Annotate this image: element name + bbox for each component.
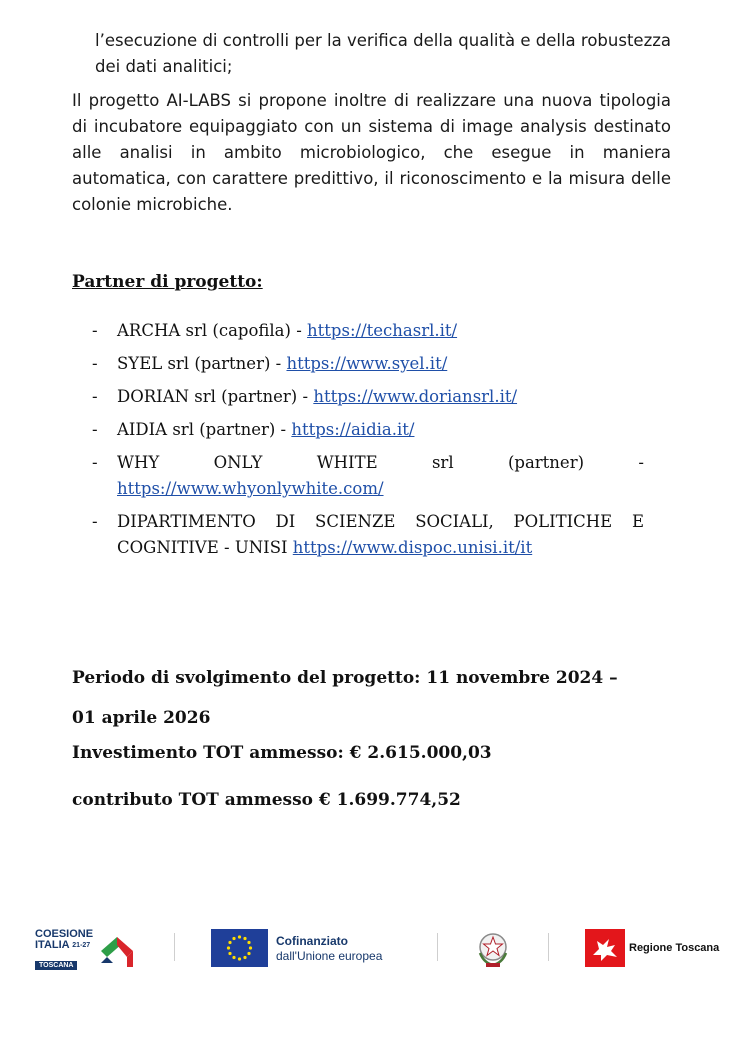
partner-item: - SYEL srl (partner) - https://www.syel.it/ <box>92 354 448 373</box>
partner-item: - DORIAN srl (partner) - https://www.doriansrl.it/ <box>92 387 518 406</box>
partner-link[interactable]: https://www.doriansrl.it/ <box>313 387 518 406</box>
partner-item: - ARCHA srl (capofila) - https://techasrl.it/ <box>92 321 458 340</box>
divider <box>437 933 438 961</box>
partner-item: - WHY ONLY WHITE srl (partner) - https://www.whyonlywhite.com/ <box>92 450 644 502</box>
partner-name: AIDIA srl (partner) - <box>117 420 292 439</box>
paragraph-continuation: l’esecuzione di controlli per la verifica della qualità e della robustezza dei dati analitici; <box>95 31 671 76</box>
eu-cofunded-logo: Cofinanziato dall'Unione europea <box>211 929 411 969</box>
project-period: Periodo di svolgimento del progetto: 11 novembre 2024 – 01 aprile 2026 <box>72 668 618 728</box>
partner-name: ARCHA srl (capofila) - <box>117 321 308 340</box>
partner-link[interactable]: https://www.dispoc.unisi.it/it <box>292 538 533 557</box>
italian-republic-emblem <box>474 929 512 969</box>
partner-link[interactable]: https://techasrl.it/ <box>307 321 458 340</box>
partner-item: - AIDIA srl (partner) - https://aidia.it/ <box>92 420 415 439</box>
partners-heading: Partner di progetto: <box>72 272 263 292</box>
partner-name: DIPARTIMENTO DI SCIENZE SOCIALI, POLITICHE E COGNITIVE - UNISI <box>117 512 644 557</box>
partner-link[interactable]: https://www.whyonlywhite.com/ <box>117 479 384 498</box>
divider <box>174 933 175 961</box>
partner-link[interactable]: https://aidia.it/ <box>291 420 415 439</box>
footer-logos <box>0 920 742 980</box>
coesione-italia-logo: COESIONE ITALIA $^{21-27}$ TOSCANA <box>35 929 140 971</box>
coesione-arrow-icon <box>97 931 137 969</box>
partner-name: DORIAN srl (partner) - <box>117 387 314 406</box>
partner-name: WHY ONLY WHITE srl (partner) - <box>117 453 644 472</box>
divider <box>548 933 549 961</box>
partner-item: - DIPARTIMENTO DI SCIENZE SOCIALI, POLITICHE E COGNITIVE - UNISI https://www.dispoc.unisi.it/it <box>92 512 644 557</box>
partners-list <box>92 318 644 568</box>
project-description: Il progetto AI-LABS si propone inoltre di realizzare una nuova tipologia di incubatore equipaggiato con un sistema di image analysis destinato alle analisi in ambito microbiologico, che esegue in maniera automatica, con carattere predittivo, il riconoscimento e la misura delle colonie microbiche. <box>72 91 671 214</box>
eu-flag-icon <box>211 929 268 967</box>
pegasus-icon <box>585 929 625 967</box>
republic-emblem-icon <box>474 929 512 969</box>
partner-link[interactable]: https://www.syel.it/ <box>286 354 448 373</box>
regione-toscana-logo: Regione Toscana <box>585 929 725 969</box>
total-contribution: contributo TOT ammesso € 1.699.774,52 <box>72 790 461 810</box>
partner-name: SYEL srl (partner) - <box>117 354 287 373</box>
total-investment: Investimento TOT ammesso: € 2.615.000,03 <box>72 743 492 763</box>
